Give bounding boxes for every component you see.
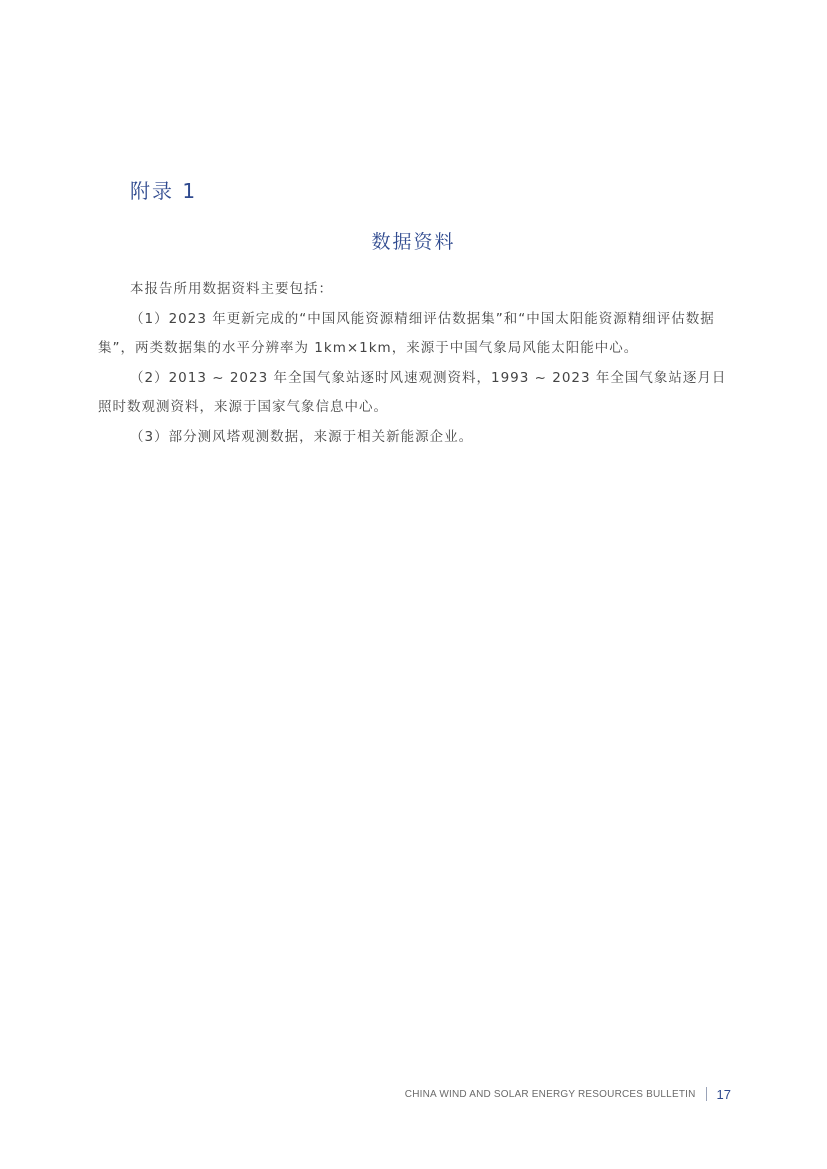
list-item-3: （3）部分测风塔观测数据，来源于相关新能源企业。 [130, 428, 474, 445]
body-text [98, 275, 730, 452]
section-title: 数据资料 [371, 231, 456, 253]
page-number: 17 [716, 1086, 731, 1102]
bulletin-name: CHINA WIND AND SOLAR ENERGY RESOURCES BULLETIN [404, 1088, 696, 1100]
list-item-2: （2）2013 ~ 2023 年全国气象站逐时风速观测资料，1993 ~ 2023 年全国气象站逐月日照时数观测资料，来源于国家气象信息中心。 [98, 369, 727, 415]
list-item-1: （1）2023 年更新完成的“中国风能资源精细评估数据集”和“中国太阳能资源精细评估数据集”，两类数据集的水平分辨率为 1km×1km，来源于中国气象局风能太阳能中心。 [98, 310, 715, 356]
footer-divider [706, 1087, 707, 1101]
intro-paragraph: 本报告所用数据资料主要包括： [130, 281, 333, 297]
page-footer [405, 1084, 731, 1104]
appendix-label: 附录 1 [130, 179, 198, 203]
